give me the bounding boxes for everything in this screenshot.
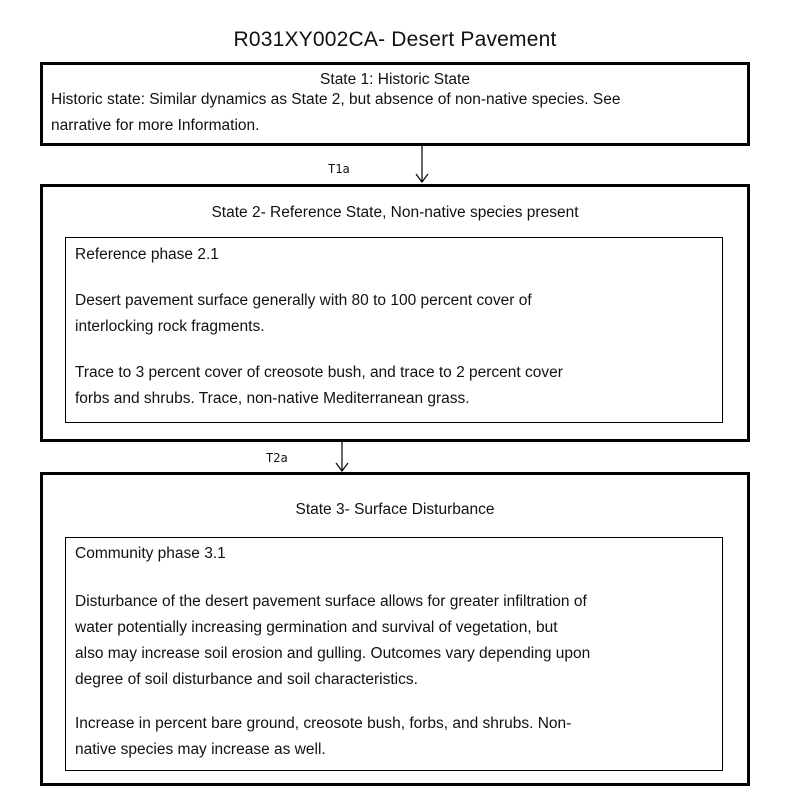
state-3-title: State 3- Surface Disturbance	[295, 501, 495, 518]
phase-3-1-para-1-line-2: water potentially increasing germination and survival of vegetation, but	[75, 619, 558, 636]
transition-t2a-label: T2a	[266, 451, 288, 465]
phase-2-1-title: Reference phase 2.1	[75, 246, 219, 263]
state-1-text-line-1: Historic state: Similar dynamics as State 2, but absence of non-native species. See	[51, 91, 621, 108]
state-2-box	[40, 184, 750, 442]
reference-phase-2-1-box	[65, 237, 723, 423]
state-2-title: State 2- Reference State, Non-native species present	[211, 204, 579, 221]
transition-t1a-arrow	[410, 146, 434, 186]
state-1-title: State 1: Historic State	[320, 71, 470, 88]
phase-2-1-para-2-line-2: forbs and shrubs. Trace, non-native Mediterranean grass.	[75, 390, 470, 407]
phase-2-1-para-2-line-1: Trace to 3 percent cover of creosote bush, and trace to 2 percent cover	[75, 364, 563, 381]
transition-t2a-arrow	[330, 442, 354, 474]
diagram-title: R031XY002CA- Desert Pavement	[233, 28, 557, 51]
state-3-box	[40, 472, 750, 786]
phase-3-1-title: Community phase 3.1	[75, 545, 226, 562]
community-phase-3-1-box	[65, 537, 723, 771]
state-1-text-line-2: narrative for more Information.	[51, 117, 260, 134]
transition-t1a-label: T1a	[328, 162, 350, 176]
phase-3-1-para-1-line-3: also may increase soil erosion and gulling. Outcomes vary depending upon	[75, 645, 591, 662]
phase-3-1-para-2-line-1: Increase in percent bare ground, creosote bush, forbs, and shrubs. Non-	[75, 715, 572, 732]
phase-3-1-para-2-line-2: native species may increase as well.	[75, 741, 326, 758]
phase-2-1-para-1-line-1: Desert pavement surface generally with 80 to 100 percent cover of	[75, 292, 532, 309]
phase-2-1-para-1-line-2: interlocking rock fragments.	[75, 318, 265, 335]
phase-3-1-para-1-line-1: Disturbance of the desert pavement surface allows for greater infiltration of	[75, 593, 587, 610]
state-1-description	[43, 87, 747, 139]
state-1-box	[40, 62, 750, 146]
phase-3-1-para-1-line-4: degree of soil disturbance and soil characteristics.	[75, 671, 418, 688]
